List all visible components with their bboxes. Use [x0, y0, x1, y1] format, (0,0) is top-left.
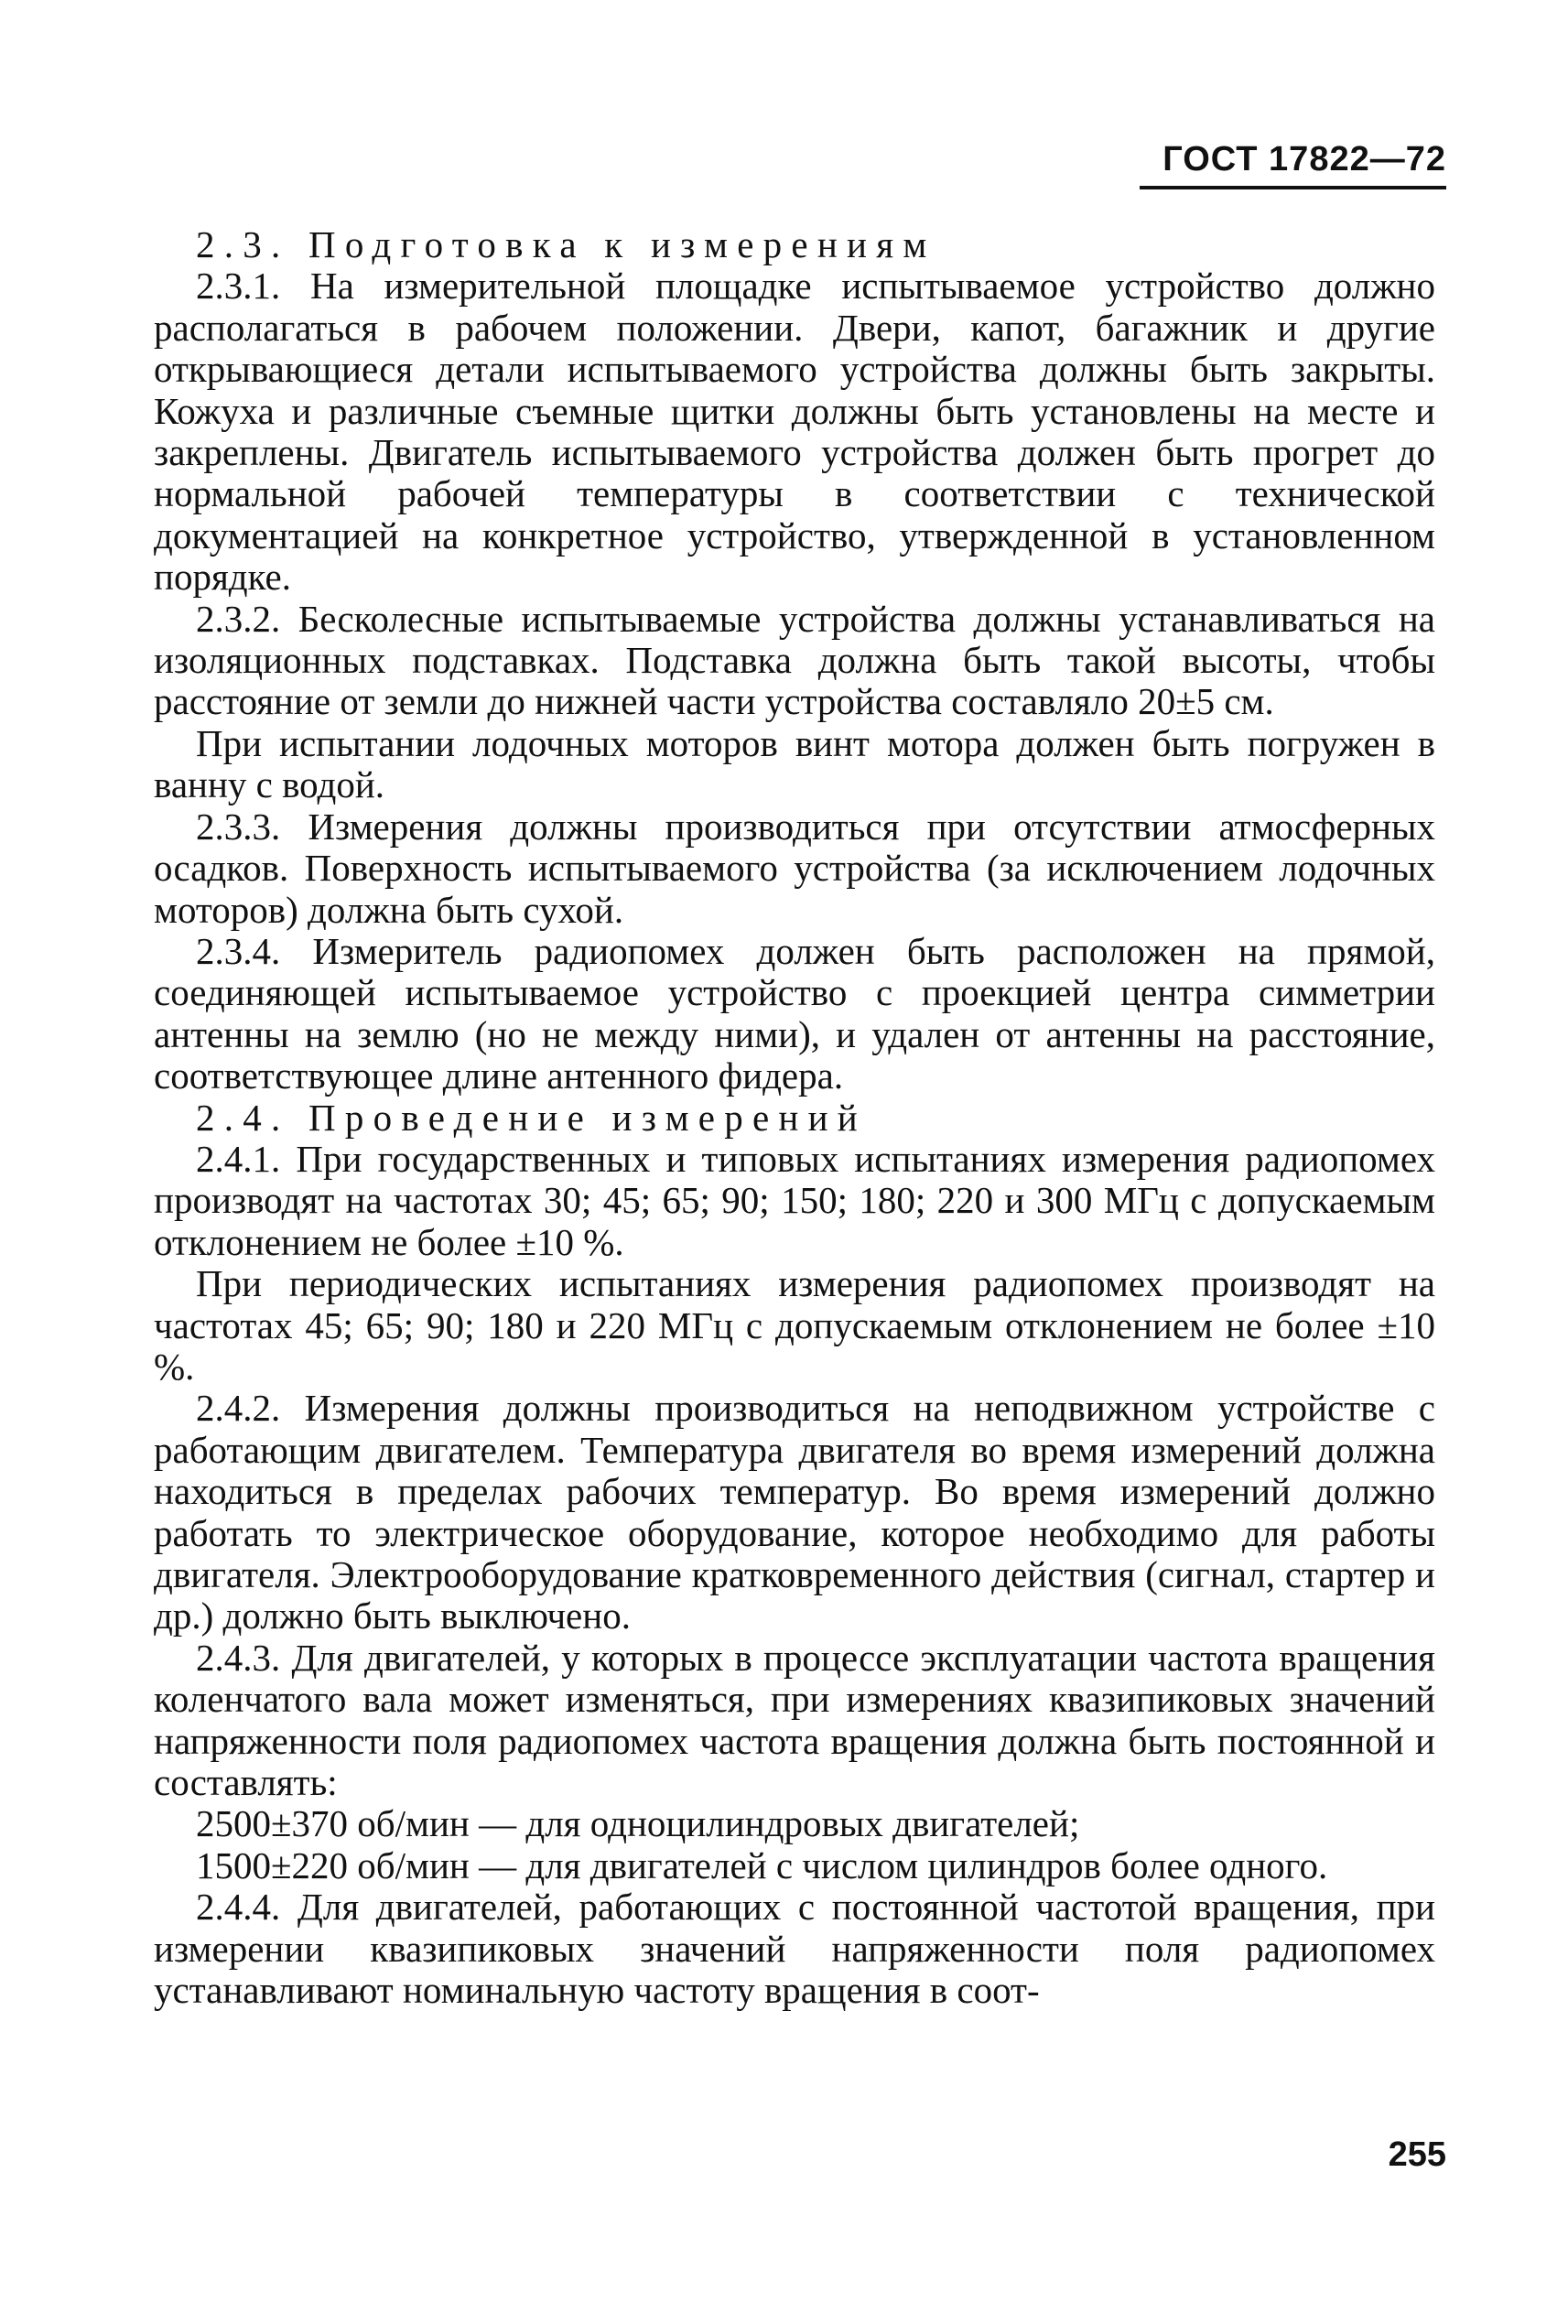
- section-heading-2-3: [154, 224, 1435, 265]
- paragraph-2-3-2-b: При испытании лодочных моторов винт мотора должен быть погружен в ванну с водой.: [154, 721, 1435, 806]
- paragraph-2-4-1-b: При периодических испытаниях измерения радиопомех производят на частотах 45; 65; 90; 180 и 220 МГц с допускаемым отклонением не более ±10 %.: [154, 1262, 1435, 1388]
- page-header: [1085, 137, 1446, 181]
- paragraph-2-3-2: 2.3.2. Бесколесные испытываемые устройства должны устанавливаться на изоляционных подставках. Подставка должна быть такой высоты, чтобы расстояние от земли до нижней части устройства составляло 20±5 см.: [154, 597, 1435, 723]
- paragraph-2-4-3-c: 1500±220 об/мин — для двигателей с числом цилиндров более одного.: [196, 1843, 1328, 1886]
- paragraph-2-3-1: 2.3.1. На измерительной площадке испытываемое устройство должно располагаться в рабочем положении. Двери, капот, багажник и другие открывающиеся детали испытываемого устройства должны быть закрыты. Кожуха и различные съемные щитки должны быть установлены на месте и закреплены. Двигатель испытываемого устройства должен быть прогрет до нормальной рабочей температуры в соответствии с технической документацией на конкретное устройство, утвержденной в установленном порядке.: [154, 265, 1435, 599]
- document-body: [154, 224, 1435, 2011]
- section-heading-2-4-text: 2.4. Проведение измерений: [196, 1096, 867, 1139]
- page-number: 255: [1388, 2135, 1446, 2174]
- paragraph-2-4-3: 2.4.3. Для двигателей, у которых в процессе эксплуатации частота вращения коленчатого вала может изменяться, при измерениях квазипиковых значений напряженности поля радиопомех частота вращения должна быть постоянной и составлять:: [154, 1636, 1435, 1804]
- section-heading-2-3-text: 2.3. Подготовка к измерениям: [196, 223, 936, 265]
- paragraph-2-3-4: 2.3.4. Измеритель радиопомех должен быть расположен на прямой, соединяющей испытываемое устройство с проекцией центра симметрии антенны на землю (но не между ними), и удален от антенны на расстояние, соответствующее длине антенного фидера.: [154, 929, 1435, 1097]
- paragraph-2-4-4: 2.4.4. Для двигателей, работающих с постоянной частотой вращения, при измерении квазипиковых значений напряженности поля радиопомех устанавливают номинальную частоту вращения в соот-: [154, 1886, 1435, 2012]
- paragraph-2-4-3-b: 2500±370 об/мин — для одноцилиндровых двигателей;: [196, 1802, 1080, 1845]
- paragraph-2-4-1: 2.4.1. При государственных и типовых испытаниях измерения радиопомех производят на частотах 30; 45; 65; 90; 150; 180; 220 и 300 МГц с допускаемым отклонением не более ±10 %.: [154, 1137, 1435, 1263]
- document-code: ГОСТ 17822—72: [1162, 140, 1446, 178]
- paragraph-2-3-3: 2.3.3. Измерения должны производиться при отсутствии атмосферных осадков. Поверхность испытываемого устройства (за исключением лодочных моторов) должна быть сухой.: [154, 805, 1435, 931]
- section-heading-2-4: [154, 1097, 1435, 1139]
- header-rule: [1140, 186, 1446, 189]
- paragraph-2-4-2: 2.4.2. Измерения должны производиться на неподвижном устройстве с работающим двигателем. Температура двигателя во время измерений должна находиться в пределах рабочих температур. Во время измерений должно работать то электрическое оборудование, которое необходимо для работы двигателя. Электрооборудование кратковременного действия (сигнал, стартер и др.) должно быть выключено.: [154, 1387, 1435, 1638]
